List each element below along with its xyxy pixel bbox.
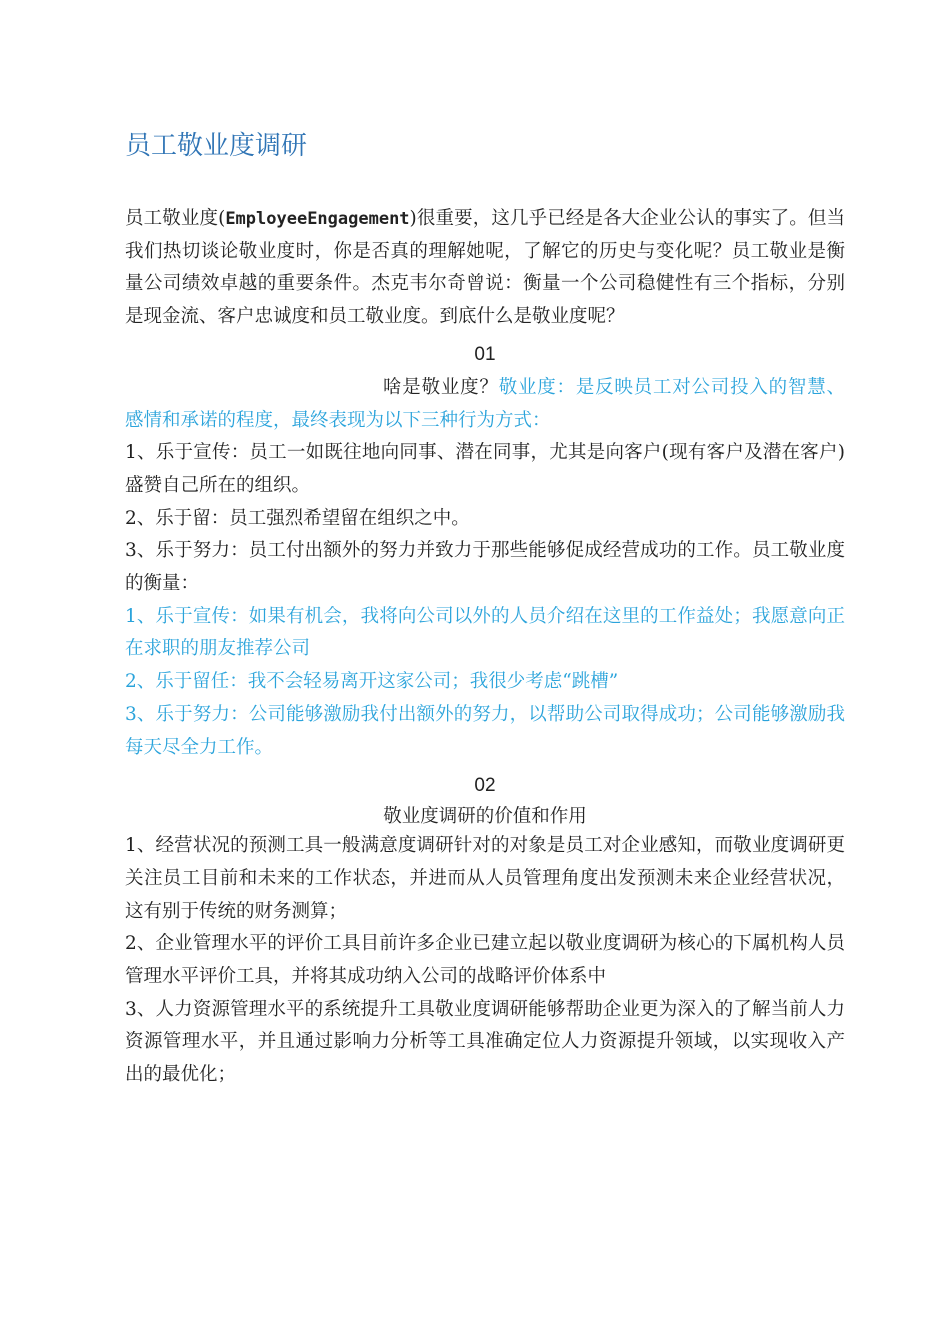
measure-item: 3、乐于努力：公司能够激励我付出额外的努力，以帮助公司取得成功；公司能够激励我每天尽全力工作。 <box>125 703 845 758</box>
behavior-item: 1、乐于宣传：员工一如既往地向同事、潜在同事，尤其是向客户(现有客户及潜在客户)盛赞自己所在的组织。 <box>125 442 845 496</box>
section-1-question: 啥是敬业度？ <box>383 376 499 398</box>
section-1-definition <box>125 372 845 437</box>
intro-paragraph <box>125 203 845 334</box>
section-1-number: 01 <box>474 343 496 365</box>
value-item: 2、企业管理水平的评价工具目前许多企业已建立起以敬业度调研为核心的下属机构人员管理水平评价工具，并将其成功纳入公司的战略评价体系中 <box>125 933 845 988</box>
value-item: 1、经营状况的预测工具一般满意度调研针对的对象是员工对企业感知，而敬业度调研更关注员工目前和未来的工作状态，并进而从人员管理角度出发预测未来企业经营状况，这有别于传统的财务测算； <box>125 835 845 922</box>
section-2-heading: 敬业度调研的价值和作用 <box>383 806 587 828</box>
intro-text-before: 员工敬业度( <box>125 208 226 229</box>
measure-item: 1、乐于宣传：如果有机会，我将向公司以外的人员介绍在这里的工作益处；我愿意向正在求职的朋友推荐公司 <box>125 605 845 660</box>
intro-english-term: EmployeeEngagement <box>225 209 410 229</box>
behavior-item: 3、乐于努力：员工付出额外的努力并致力于那些能够促成经营成功的工作。员工敬业度的衡量： <box>125 540 845 595</box>
section-1-definition-text: 敬业度：是反映员工对公司投入的智慧、感情和承诺的程度，最终表现为以下三种行为方式： <box>125 376 845 431</box>
document-body <box>125 203 845 1092</box>
behavior-item: 2、乐于留：员工强烈希望留在组织之中。 <box>125 507 470 529</box>
measure-item: 2、乐于留任：我不会轻易离开这家公司；我很少考虑“跳槽” <box>125 671 619 693</box>
value-item: 3、人力资源管理水平的系统提升工具敬业度调研能够帮助企业更为深入的了解当前人力资源管理水平，并且通过影响力分析等工具准确定位人力资源提升领域，以实现收入产出的最优化； <box>125 998 845 1086</box>
section-2-number: 02 <box>474 775 496 797</box>
intro-text-after: )很重要，这几乎已经是各大企业公认的事实了。但当我们热切谈论敬业度时，你是否真的理解她呢，了解它的历史与变化呢？员工敬业是衡量公司绩效卓越的重要条件。杰克韦尔奇曾说：衡量一个公司稳健性有三个指标，分别是现金流、客户忠诚度和员工敬业度。到底什么是敬业度呢？ <box>125 208 845 328</box>
page-title: 员工敬业度调研 <box>125 131 308 161</box>
